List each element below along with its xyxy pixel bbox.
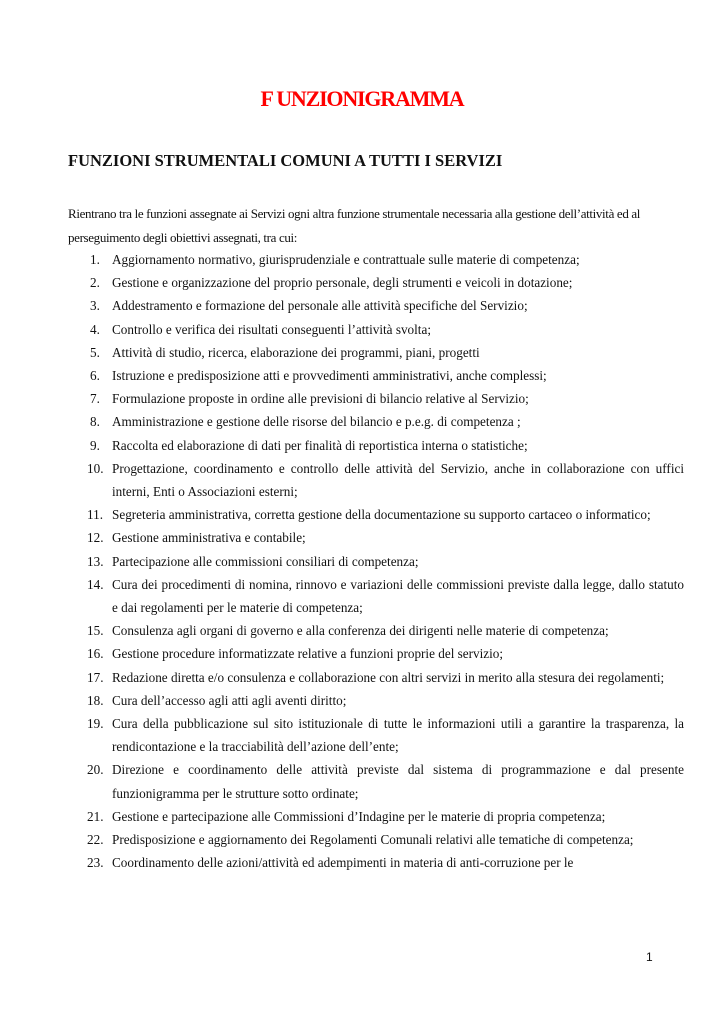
list-item [87,851,684,874]
list-item [90,434,684,457]
list-item-text: Gestione e organizzazione del proprio personale, degli strumenti e veicoli in dotazione; [112,275,573,291]
list-item [87,666,684,689]
list-item-text: Progettazione, coordinamento e controllo delle attività del Servizio, anche in collaborazione con uffici interni, Enti o Associazioni esterni; [112,460,684,500]
list-item-number: 20. [87,762,104,778]
list-item-number: 8. [90,414,100,430]
list-item [87,805,684,828]
list-item-text: Cura dei procedimenti di nomina, rinnovo e variazioni delle commissioni previste dalla legge, dallo statuto e dai regolamenti per le materie di competenza; [112,576,684,616]
list-item-number: 9. [90,437,100,453]
list-item-number: 12. [87,530,104,546]
list-item-text: Coordinamento delle azioni/attività ed adempimenti in materia di anti-corruzione per le [112,855,574,871]
document-title: F UNZIONIGRAMMA [260,86,464,111]
list-item-text: Consulenza agli organi di governo e alla conferenza dei dirigenti nelle materie di competenza; [112,623,609,639]
list-item-number: 4. [90,321,100,337]
list-item [90,341,684,364]
list-item [90,410,684,433]
list-item [87,689,684,712]
list-item-number: 16. [87,646,104,662]
list-item-number: 3. [90,298,100,314]
list-item-number: 19. [87,716,104,732]
list-item-text: Formulazione proposte in ordine alle previsioni di bilancio relative al Servizio; [112,391,529,407]
list-item-text: Direzione e coordinamento delle attività previste dal sistema di programmazione e dal presente funzionigramma per le strutture sotto ordinate; [112,762,684,801]
list-item-text: Attività di studio, ricerca, elaborazione dei programmi, piani, progetti [112,344,480,360]
list-item-text: Aggiornamento normativo, giurisprudenziale e contrattuale sulle materie di competenza; [112,252,580,267]
section-heading: FUNZIONI STRUMENTALI COMUNI A TUTTI I SERVIZI [68,151,503,170]
list-item-number: 2. [90,275,100,291]
list-item-number: 10. [87,460,104,476]
list-item-text: Amministrazione e gestione delle risorse del bilancio e p.e.g. di competenza ; [112,414,521,430]
list-item-number: 1. [90,252,100,267]
list-item [87,712,684,758]
list-item [87,503,684,526]
list-item-number: 14. [87,576,104,592]
list-item [87,642,684,665]
list-item-number: 23. [87,855,104,871]
list-item [90,387,684,410]
list-item-number: 17. [87,669,104,685]
list-item-number: 18. [87,692,104,708]
list-item-text: Raccolta ed elaborazione di dati per finalità di reportistica interna o statistiche; [112,437,528,453]
list-item-number: 22. [87,832,104,848]
list-item-text: Controllo e verifica dei risultati conseguenti l’attività svolta; [112,321,431,337]
list-item [87,457,684,503]
list-item-text: Addestramento e formazione del personale alle attività specifiche del Servizio; [112,298,528,314]
list-item [87,550,684,573]
list-item-number: 13. [87,553,104,569]
list-item-number: 21. [87,808,104,824]
list-item [90,294,684,317]
page-number: 1 [646,950,653,964]
list-item [87,526,684,549]
list-item-text: Partecipazione alle commissioni consiliari di competenza; [112,553,419,569]
list-item-number: 5. [90,344,100,360]
list-item-number: 6. [90,368,100,384]
list-item-number: 11. [87,507,103,523]
list-item-text: Gestione amministrativa e contabile; [112,530,306,546]
list-item-number: 15. [87,623,104,639]
list-item-text: Gestione procedure informatizzate relative a funzioni proprie del servizio; [112,646,504,662]
list-item [90,271,684,294]
list-item-text: Predisposizione e aggiornamento dei Regolamenti Comunali relativi alle tematiche di competenza; [112,832,634,848]
list-item-text: Cura della pubblicazione sul sito istituzionale di tutte le informazioni utili a garantire la trasparenza, la rendicontazione e la tracciabilità dell’azione dell’ente; [112,716,684,755]
list-item-number: 7. [90,391,100,407]
intro-paragraph: Rientrano tra le funzioni assegnate ai Servizi ogni altra funzione strumentale necessaria alla gestione dell’attività ed al perseguimento degli obiettivi assegnati, tra cui: [68,206,641,245]
list-item-text: Segreteria amministrativa, corretta gestione della documentazione su supporto cartaceo o informatico; [112,507,651,523]
list-item-text: Cura dell’accesso agli atti agli aventi diritto; [112,692,347,708]
list-item [87,758,684,804]
list-item [87,828,684,851]
list-item [87,573,684,619]
list-item-text: Istruzione e predisposizione atti e provvedimenti amministrativi, anche complessi; [112,368,547,384]
list-item-text: Redazione diretta e/o consulenza e collaborazione con altri servizi in merito alla stesura dei regolamenti; [112,669,665,685]
list-item [90,364,684,387]
list-item [87,619,684,642]
list-item [90,318,684,341]
functions-list [68,248,684,874]
list-item [90,248,684,271]
list-item-text: Gestione e partecipazione alle Commissioni d’Indagine per le materie di propria competenza; [112,808,606,824]
